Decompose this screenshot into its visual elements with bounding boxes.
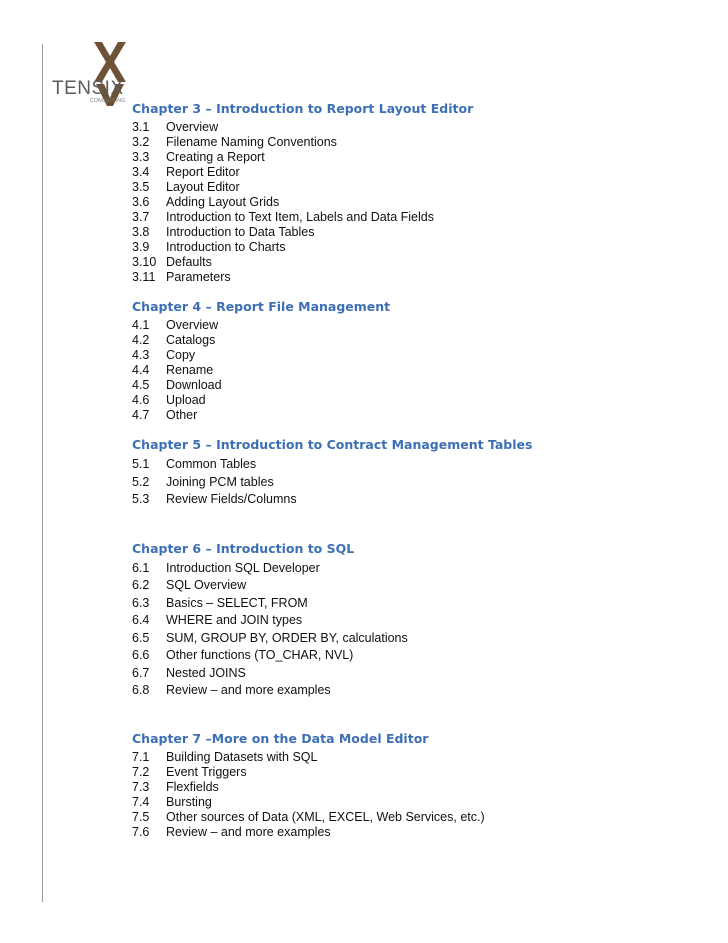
chapter-5 bbox=[132, 436, 692, 509]
list-item: 7.3 Flexfields bbox=[132, 779, 219, 794]
logo-wordmark: TENSIX bbox=[52, 78, 124, 99]
list-item: 7.5 Other sources of Data (XML, EXCEL, Web Services, etc.) bbox=[132, 809, 485, 824]
list-item: 4.6 Upload bbox=[132, 393, 206, 407]
list-item: 6.5 SUM, GROUP BY, ORDER BY, calculations bbox=[132, 630, 408, 645]
list-item: 7.6 Review – and more examples bbox=[132, 824, 331, 839]
list-item: 7.4 Bursting bbox=[132, 794, 212, 809]
chapter-6 bbox=[132, 540, 692, 700]
chapter-title: Chapter 4 – Report File Management bbox=[132, 299, 391, 314]
list-item: 4.3 Copy bbox=[132, 348, 196, 362]
list-item: 6.7 Nested JOINS bbox=[132, 665, 246, 680]
chapter-3 bbox=[132, 100, 692, 285]
list-item: 6.3 Basics – SELECT, FROM bbox=[132, 595, 308, 610]
list-item: 3.2 Filename Naming Conventions bbox=[132, 135, 337, 149]
list-item: 4.1 Overview bbox=[132, 318, 219, 332]
chapter-title: Chapter 3 – Introduction to Report Layout Editor bbox=[132, 101, 474, 116]
table-of-contents bbox=[132, 100, 692, 840]
list-item: 3.11 Parameters bbox=[132, 270, 231, 284]
list-item: 3.8 Introduction to Data Tables bbox=[132, 225, 315, 239]
list-item: 3.6 Adding Layout Grids bbox=[132, 195, 280, 209]
list-item: 5.2 Joining PCM tables bbox=[132, 474, 274, 489]
list-item: 3.1 Overview bbox=[132, 120, 219, 134]
list-item: 3.10 Defaults bbox=[132, 255, 212, 269]
list-item: 4.5 Download bbox=[132, 378, 222, 392]
list-item: 3.7 Introduction to Text Item, Labels and Data Fields bbox=[132, 210, 434, 224]
left-margin-rule bbox=[42, 44, 43, 902]
list-item: 5.3 Review Fields/Columns bbox=[132, 492, 297, 506]
list-item: 3.5 Layout Editor bbox=[132, 180, 240, 194]
list-item: 4.4 Rename bbox=[132, 363, 214, 377]
list-item: 6.8 Review – and more examples bbox=[132, 683, 331, 697]
chapter-title: Chapter 7 –More on the Data Model Editor bbox=[132, 730, 429, 746]
list-item: 6.1 Introduction SQL Developer bbox=[132, 560, 320, 575]
list-item: 7.1 Building Datasets with SQL bbox=[132, 749, 318, 764]
list-item: 6.4 WHERE and JOIN types bbox=[132, 613, 303, 627]
list-item: 5.1 Common Tables bbox=[132, 457, 257, 471]
chapter-4 bbox=[132, 298, 692, 423]
list-item: 3.9 Introduction to Charts bbox=[132, 240, 286, 254]
chapter-title: Chapter 5 – Introduction to Contract Management Tables bbox=[132, 437, 533, 452]
list-item: 6.2 SQL Overview bbox=[132, 578, 247, 592]
chapter-title: Chapter 6 – Introduction to SQL bbox=[132, 540, 355, 556]
chapter-7 bbox=[132, 730, 692, 840]
list-item: 4.2 Catalogs bbox=[132, 333, 216, 347]
list-item: 3.4 Report Editor bbox=[132, 165, 240, 179]
list-item: 4.7 Other bbox=[132, 408, 198, 422]
list-item: 3.3 Creating a Report bbox=[132, 150, 265, 164]
list-item: 7.2 Event Triggers bbox=[132, 764, 247, 779]
list-item: 6.6 Other functions (TO_CHAR, NVL) bbox=[132, 648, 354, 662]
logo-subtitle: CONSULTING bbox=[90, 98, 126, 104]
